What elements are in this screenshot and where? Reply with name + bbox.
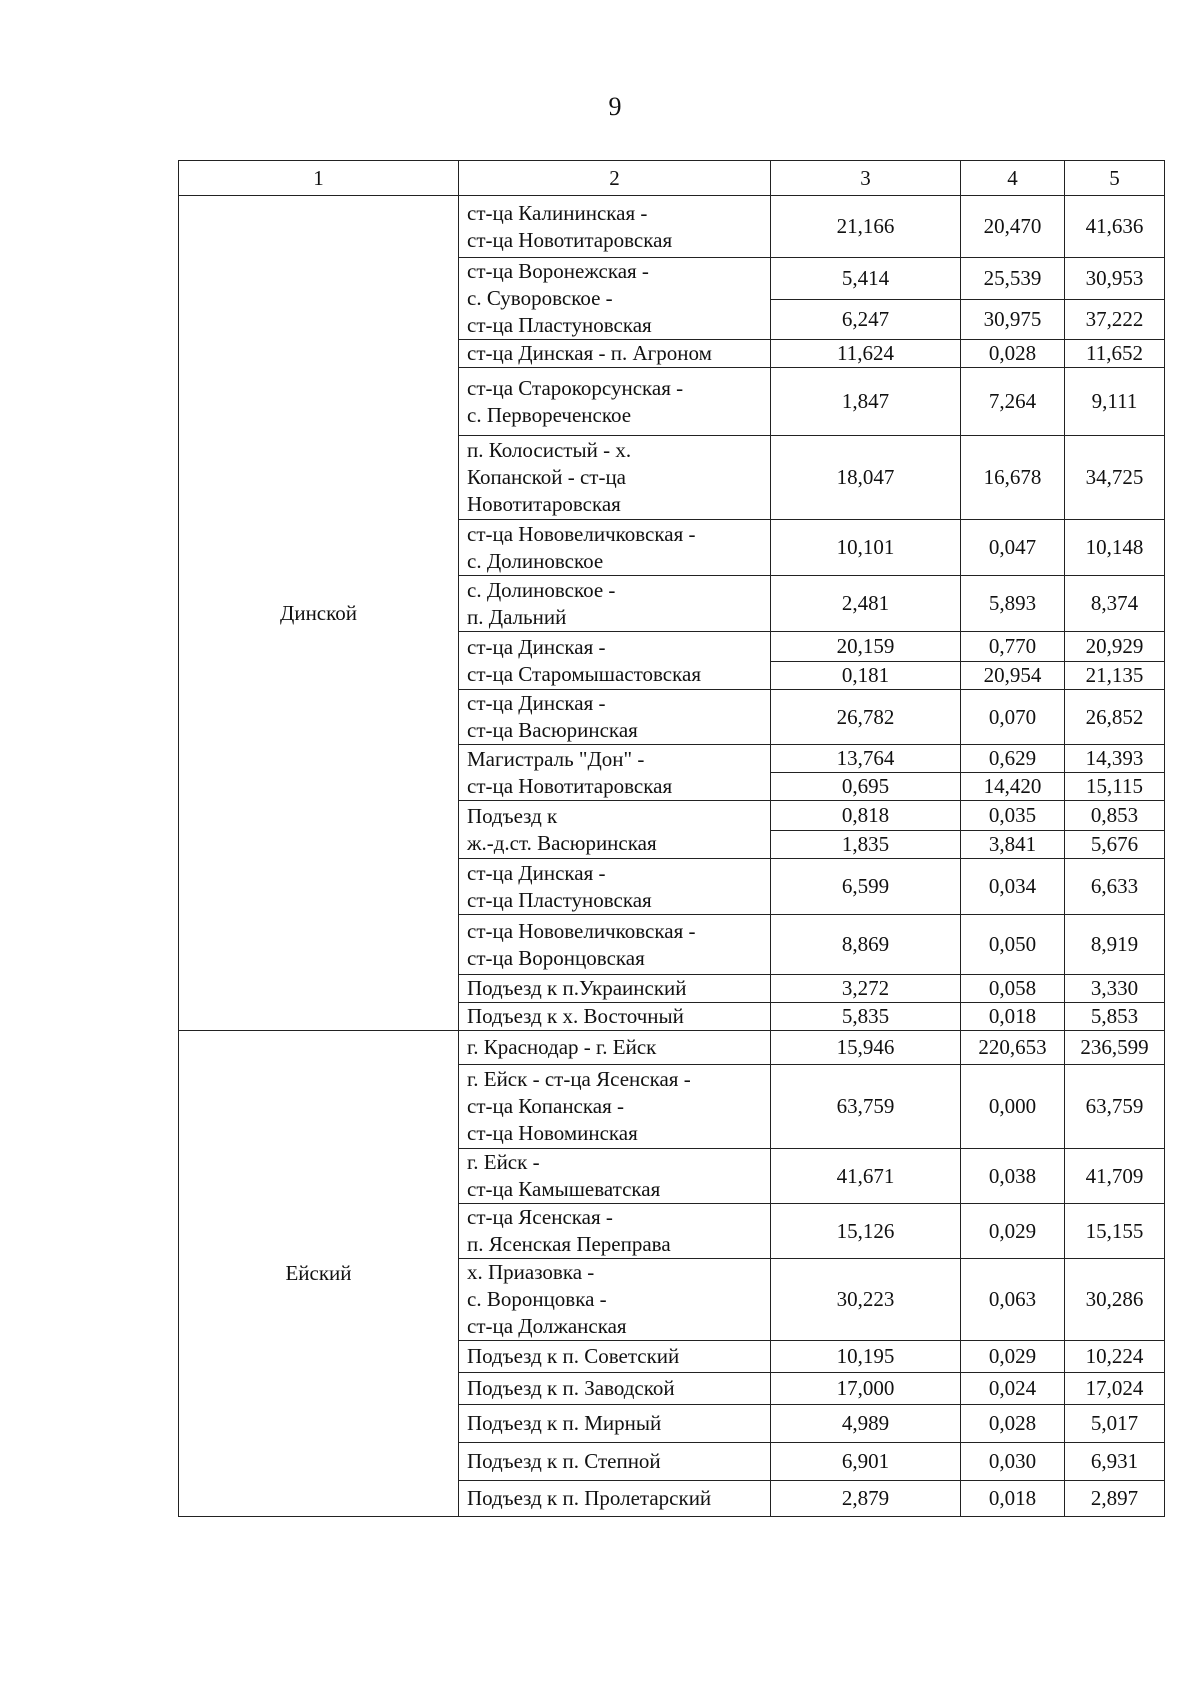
value-col-5: 30,953	[1065, 258, 1165, 300]
road-name	[459, 436, 771, 520]
value-col-3: 15,946	[771, 1031, 961, 1065]
value-col-3: 0,695	[771, 773, 961, 801]
road-name-line: ст-ца Старокорсунская -	[467, 375, 684, 400]
road-name-line: г. Ейск - ст-ца Ясенская -	[467, 1067, 691, 1091]
value-col-5: 8,374	[1065, 576, 1165, 632]
value-col-3: 6,901	[771, 1443, 961, 1481]
road-name-line: п. Дальний	[467, 604, 567, 629]
value-col-4: 0,000	[961, 1065, 1065, 1149]
value-col-4: 0,050	[961, 915, 1065, 975]
road-name	[459, 690, 771, 745]
value-col-4: 0,029	[961, 1341, 1065, 1373]
value-col-3: 6,247	[771, 300, 961, 340]
road-name-line: ст-ца Воронцовская	[467, 945, 645, 970]
table-row	[179, 196, 1165, 258]
value-col-3: 18,047	[771, 436, 961, 520]
value-col-4: 0,770	[961, 632, 1065, 662]
value-col-5: 15,115	[1065, 773, 1165, 801]
road-name-line: ст-ца Динская - п. Агроном	[467, 341, 712, 365]
value-col-4: 0,035	[961, 801, 1065, 831]
road-name-line: г. Ейск -	[467, 1150, 540, 1174]
header-col-3: 3	[771, 161, 961, 196]
value-col-4: 0,034	[961, 859, 1065, 915]
header-col-4: 4	[961, 161, 1065, 196]
value-col-3: 41,671	[771, 1149, 961, 1204]
road-name	[459, 859, 771, 915]
road-name-line: с. Долиновское -	[467, 577, 616, 602]
value-col-3: 5,835	[771, 1003, 961, 1031]
value-col-3: 17,000	[771, 1373, 961, 1405]
value-col-5: 6,633	[1065, 859, 1165, 915]
road-name	[459, 1405, 771, 1443]
road-name	[459, 975, 771, 1003]
road-name-line: ст-ца Новотитаровская	[467, 227, 673, 252]
road-name-line: Подъезд к п. Мирный	[467, 1411, 662, 1435]
roads-table	[178, 160, 1165, 1517]
value-col-3: 20,159	[771, 632, 961, 662]
value-col-4: 0,058	[961, 975, 1065, 1003]
road-name-line: с. Первореченское	[467, 402, 632, 427]
value-col-3: 30,223	[771, 1259, 961, 1341]
header-col-2: 2	[459, 161, 771, 196]
road-name-line: п. Колосистый - х.	[467, 438, 632, 462]
value-col-4: 7,264	[961, 368, 1065, 436]
value-col-3: 4,989	[771, 1405, 961, 1443]
value-col-3: 5,414	[771, 258, 961, 300]
value-col-5: 10,148	[1065, 520, 1165, 576]
road-name-line: Подъезд к	[467, 803, 558, 828]
value-col-4: 5,893	[961, 576, 1065, 632]
road-name-line: с. Суворовское -	[467, 286, 613, 310]
road-name-line: ст-ца Камышеватская	[467, 1177, 661, 1201]
value-col-4: 0,070	[961, 690, 1065, 745]
road-name-line: ст-ца Должанская	[467, 1314, 627, 1338]
road-name	[459, 340, 771, 368]
road-name	[459, 576, 771, 632]
road-name	[459, 1031, 771, 1065]
road-name	[459, 1149, 771, 1204]
road-name-line: ст-ца Нововеличковская -	[467, 918, 696, 943]
value-col-5: 6,931	[1065, 1443, 1165, 1481]
value-col-4: 0,030	[961, 1443, 1065, 1481]
value-col-4: 0,047	[961, 520, 1065, 576]
road-name-line: с. Долиновское	[467, 548, 604, 573]
table-row	[179, 1031, 1165, 1065]
value-col-3: 63,759	[771, 1065, 961, 1149]
value-col-4: 220,653	[961, 1031, 1065, 1065]
value-col-5: 41,709	[1065, 1149, 1165, 1204]
road-name-line: ст-ца Динская -	[467, 860, 606, 885]
value-col-3: 8,869	[771, 915, 961, 975]
value-col-3: 10,101	[771, 520, 961, 576]
value-col-5: 0,853	[1065, 801, 1165, 831]
value-col-5: 14,393	[1065, 745, 1165, 773]
district-name: Динской	[179, 196, 459, 1031]
value-col-5: 41,636	[1065, 196, 1165, 258]
value-col-4: 0,018	[961, 1003, 1065, 1031]
road-name-line: ст-ца Новотитаровская	[467, 773, 673, 798]
value-col-4: 0,629	[961, 745, 1065, 773]
value-col-3: 2,879	[771, 1481, 961, 1517]
value-col-5: 9,111	[1065, 368, 1165, 436]
value-col-4: 3,841	[961, 831, 1065, 859]
value-col-5: 5,676	[1065, 831, 1165, 859]
road-name-line: Копанской - ст-ца	[467, 465, 626, 489]
page-number: 9	[608, 92, 622, 121]
road-name-line: Подъезд к п.Украинский	[467, 976, 687, 1000]
road-name-line: ст-ца Динская -	[467, 634, 606, 659]
value-col-5: 26,852	[1065, 690, 1165, 745]
road-name	[459, 1259, 771, 1341]
road-name-line: ст-ца Старомышастовская	[467, 661, 701, 686]
value-col-5: 30,286	[1065, 1259, 1165, 1341]
road-name-line: п. Ясенская Переправа	[467, 1232, 671, 1256]
road-name-line: Подъезд к х. Восточный	[467, 1004, 684, 1028]
value-col-5: 21,135	[1065, 662, 1165, 690]
road-name-line: Подъезд к п. Пролетарский	[467, 1486, 712, 1510]
roads-table-body	[179, 161, 1165, 1517]
value-col-3: 0,818	[771, 801, 961, 831]
value-col-5: 15,155	[1065, 1204, 1165, 1259]
value-col-3: 21,166	[771, 196, 961, 258]
value-col-3: 1,835	[771, 831, 961, 859]
road-name-line: г. Краснодар - г. Ейск	[467, 1035, 657, 1059]
value-col-5: 3,330	[1065, 975, 1165, 1003]
road-name-line: ст-ца Нововеличковская -	[467, 521, 696, 546]
value-col-3: 2,481	[771, 576, 961, 632]
road-name-line: ст-ца Васюринская	[467, 718, 638, 742]
road-name-line: ст-ца Калининская -	[467, 200, 648, 225]
road-name-line: ст-ца Пластуновская	[467, 313, 652, 337]
value-col-3: 6,599	[771, 859, 961, 915]
value-col-5: 2,897	[1065, 1481, 1165, 1517]
value-col-3: 11,624	[771, 340, 961, 368]
road-name	[459, 1003, 771, 1031]
value-col-3: 26,782	[771, 690, 961, 745]
road-name-line: Подъезд к п. Заводской	[467, 1376, 675, 1400]
road-name-line: Подъезд к п. Советский	[467, 1344, 680, 1368]
value-col-5: 10,224	[1065, 1341, 1165, 1373]
value-col-4: 0,028	[961, 340, 1065, 368]
value-col-5: 236,599	[1065, 1031, 1165, 1065]
header-col-5: 5	[1065, 161, 1165, 196]
road-name	[459, 1204, 771, 1259]
road-name-line: х. Приазовка -	[467, 1260, 595, 1284]
value-col-5: 17,024	[1065, 1373, 1165, 1405]
road-name	[459, 258, 771, 340]
value-col-5: 11,652	[1065, 340, 1165, 368]
value-col-4: 0,038	[961, 1149, 1065, 1204]
value-col-4: 0,024	[961, 1373, 1065, 1405]
value-col-4: 0,029	[961, 1204, 1065, 1259]
value-col-4: 0,063	[961, 1259, 1065, 1341]
value-col-5: 37,222	[1065, 300, 1165, 340]
value-col-3: 0,181	[771, 662, 961, 690]
district-name: Ейский	[179, 1031, 459, 1517]
road-name	[459, 1443, 771, 1481]
value-col-4: 0,018	[961, 1481, 1065, 1517]
road-name	[459, 1373, 771, 1405]
road-name	[459, 1481, 771, 1517]
road-name	[459, 1341, 771, 1373]
value-col-4: 14,420	[961, 773, 1065, 801]
road-name	[459, 745, 771, 801]
value-col-4: 20,470	[961, 196, 1065, 258]
road-name-line: ст-ца Пластуновская	[467, 887, 652, 912]
header-col-1: 1	[179, 161, 459, 196]
road-name-line: ст-ца Динская -	[467, 691, 606, 715]
value-col-5: 8,919	[1065, 915, 1165, 975]
value-col-4: 0,028	[961, 1405, 1065, 1443]
value-col-3: 13,764	[771, 745, 961, 773]
road-name-line: Подъезд к п. Степной	[467, 1449, 661, 1473]
value-col-3: 1,847	[771, 368, 961, 436]
value-col-4: 25,539	[961, 258, 1065, 300]
road-name-line: с. Воронцовка -	[467, 1287, 607, 1311]
value-col-5: 20,929	[1065, 632, 1165, 662]
road-name	[459, 632, 771, 690]
value-col-5: 63,759	[1065, 1065, 1165, 1149]
road-name-line: ст-ца Ясенская -	[467, 1205, 613, 1229]
value-col-4: 30,975	[961, 300, 1065, 340]
value-col-4: 16,678	[961, 436, 1065, 520]
value-col-3: 15,126	[771, 1204, 961, 1259]
road-name	[459, 520, 771, 576]
road-name	[459, 196, 771, 258]
value-col-4: 20,954	[961, 662, 1065, 690]
value-col-3: 3,272	[771, 975, 961, 1003]
road-name-line: ст-ца Новоминская	[467, 1121, 638, 1145]
road-name-line: ж.-д.ст. Васюринская	[467, 830, 657, 855]
table-header-row	[179, 161, 1165, 196]
road-name-line: Магистраль "Дон" -	[467, 746, 645, 771]
value-col-3: 10,195	[771, 1341, 961, 1373]
road-name	[459, 368, 771, 436]
road-name-line: ст-ца Воронежская -	[467, 259, 649, 283]
value-col-5: 5,853	[1065, 1003, 1165, 1031]
road-name-line: Новотитаровская	[467, 492, 621, 516]
road-name	[459, 915, 771, 975]
road-name-line: ст-ца Копанская -	[467, 1094, 624, 1118]
road-name	[459, 1065, 771, 1149]
value-col-5: 5,017	[1065, 1405, 1165, 1443]
road-name	[459, 801, 771, 859]
value-col-5: 34,725	[1065, 436, 1165, 520]
